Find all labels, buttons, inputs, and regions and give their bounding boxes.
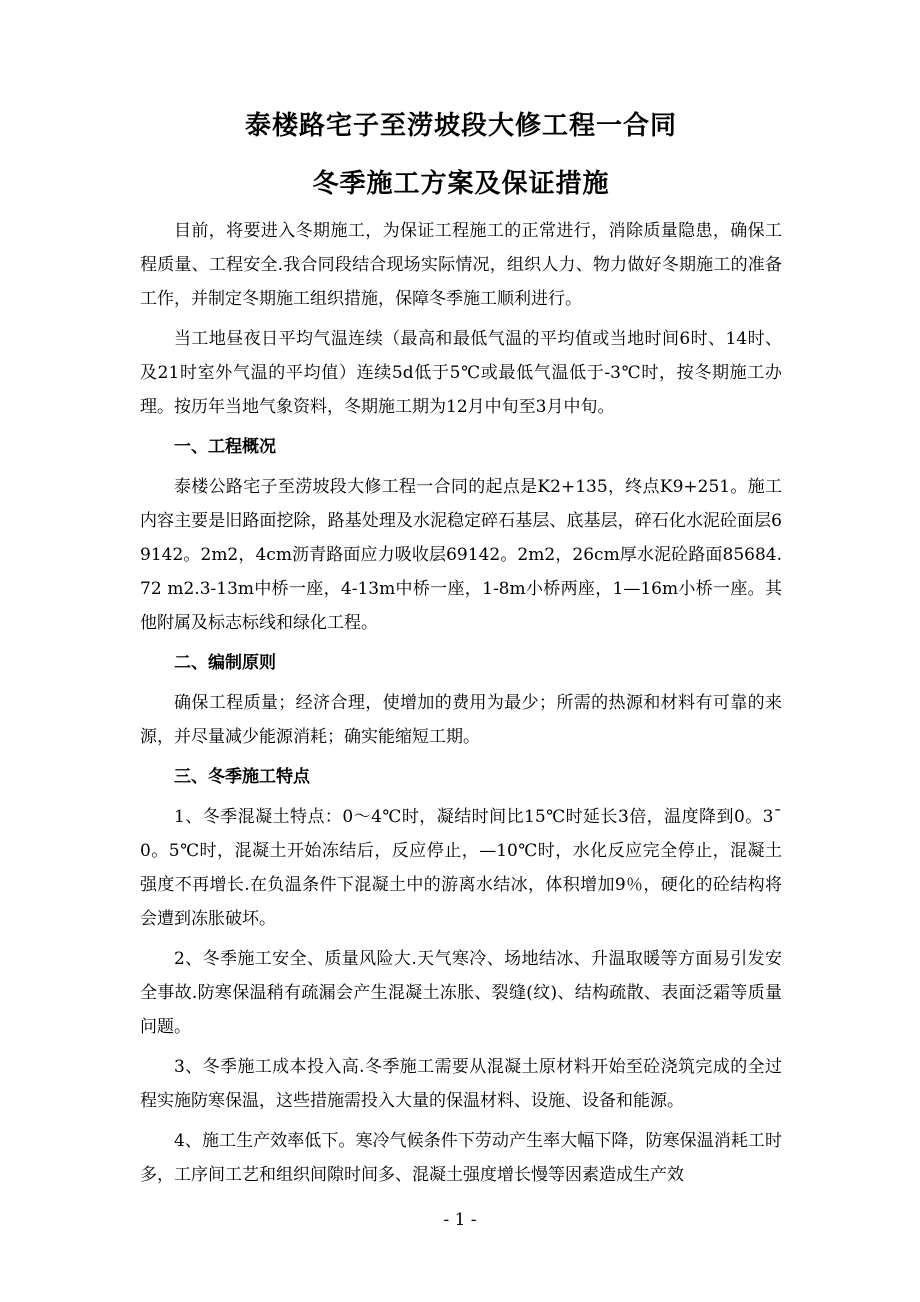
page-number: - 1 - bbox=[443, 1210, 477, 1230]
section-heading-characteristics: 三、冬季施工特点 bbox=[174, 767, 310, 787]
principles-paragraph: 确保工程质量；经济合理，使增加的费用为最少；所需的热源和材料有可靠的来源，并尽量减少能源消耗；确实能缩短工期。 bbox=[140, 693, 782, 747]
characteristic-item: 3、冬季施工成本投入高.冬季施工需要从混凝土原材料开始至砼浇筑完成的全过程实施防寒保温，这些措施需投入大量的保温材料、设施、设备和能源。 bbox=[140, 1057, 782, 1111]
overview-paragraph: 泰楼公路宅子至涝坡段大修工程一合同的起点是K2+135，终点K9+251。施工内容主要是旧路面挖除，路基处理及水泥稳定碎石基层、底基层，碎石化水泥砼面层69142。2m2，4cm沥青路面应力吸收层69142。2m2，26cm厚水泥砼路面85684.72 m2.3-13m中桥一座，4-13m中桥一座，1-8m小桥两座，1—16m小桥一座。其他附属及标志标线和绿化工程。 bbox=[140, 477, 782, 633]
characteristic-item: 1、冬季混凝土特点：0～4℃时，凝结时间比15℃时延长3倍，温度降到0。3¯0。5℃时，混凝土开始冻结后，反应停止，—10℃时，水化反应完全停止，混凝土强度不再增长.在负温条件下混凝土中的游离水结冰，体积增加9％，硬化的砼结构将会遭到冻胀破坏。 bbox=[140, 807, 782, 929]
intro-paragraph: 当工地昼夜日平均气温连续（最高和最低气温的平均值或当地时间6时、14时、及21时室外气温的平均值）连续5d低于5℃或最低气温低于-3℃时，按冬期施工办理。按历年当地气象资料，冬期施工期为12月中旬至3月中旬。 bbox=[140, 329, 782, 417]
section-heading-principles: 二、编制原则 bbox=[174, 653, 276, 673]
characteristic-item: 2、冬季施工安全、质量风险大.天气寒冷、场地结冰、升温取暖等方面易引发安全事故.防寒保温稍有疏漏会产生混凝土冻胀、裂缝(纹)、结构疏散、表面泛霜等质量问题。 bbox=[140, 949, 782, 1037]
document-title: 泰楼路宅子至涝坡段大修工程一合同 bbox=[244, 111, 677, 141]
intro-paragraph: 目前，将要进入冬期施工，为保证工程施工的正常进行，消除质量隐患，确保工程质量、工程安全.我合同段结合现场实际情况，组织人力、物力做好冬期施工的准备工作，并制定冬期施工组织措施，保障冬季施工顺利进行。 bbox=[140, 221, 782, 309]
document-subtitle: 冬季施工方案及保证措施 bbox=[312, 169, 610, 199]
section-heading-overview: 一、工程概况 bbox=[174, 437, 276, 457]
characteristic-item: 4、施工生产效率低下。寒冷气候条件下劳动产生率大幅下降，防寒保温消耗工时多，工序间工艺和组织间隙时间多、混凝土强度增长慢等因素造成生产效 bbox=[140, 1131, 782, 1185]
document-page bbox=[140, 100, 782, 1198]
